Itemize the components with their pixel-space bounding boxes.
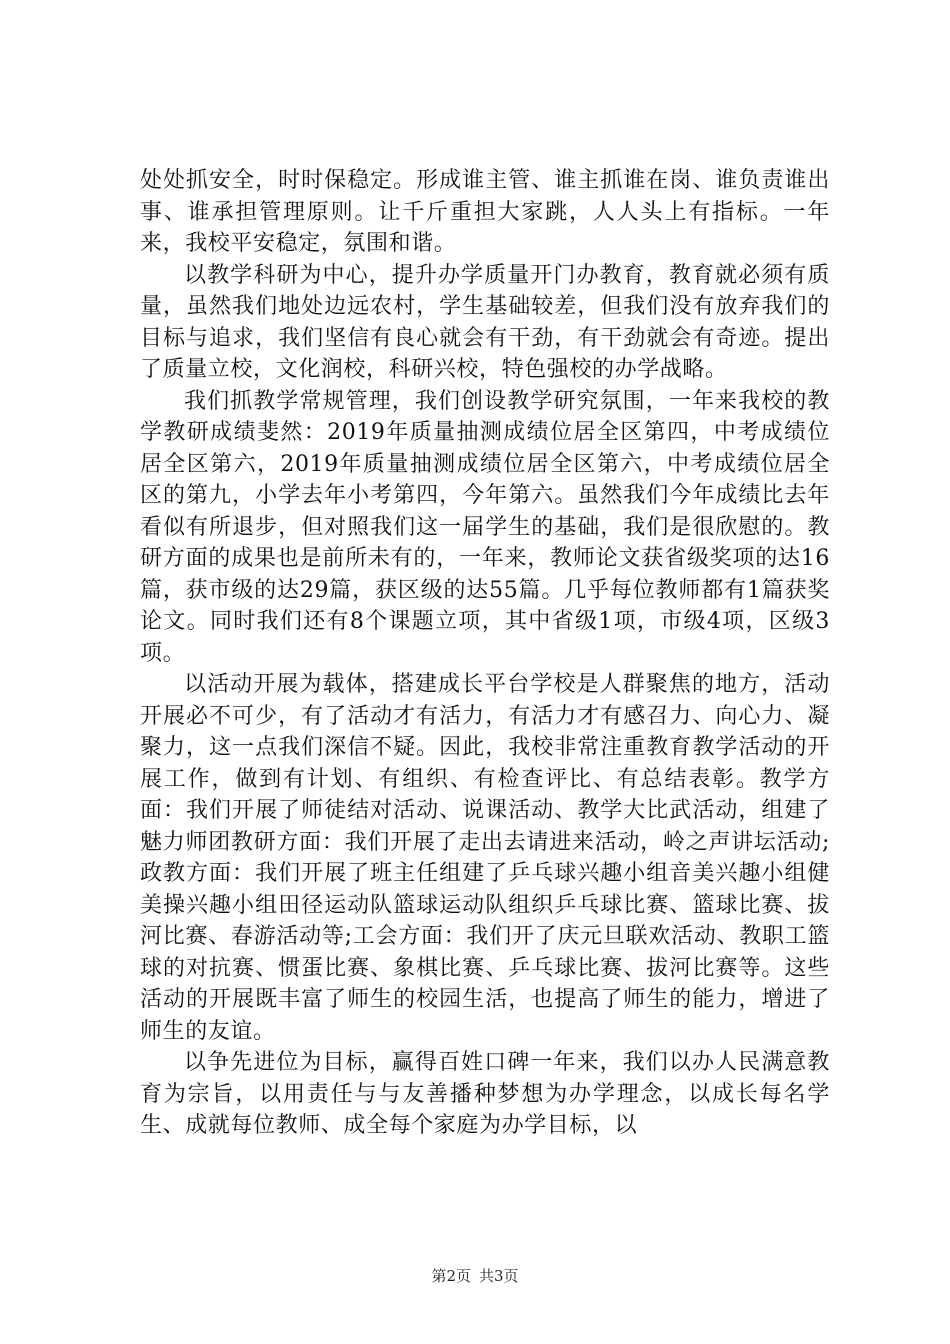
total-pages: 共3页 [479,1267,519,1285]
body-text [140,165,830,1142]
page-footer [0,1265,950,1286]
paragraph-2: 以教学科研为中心，提升办学质量开门办教育，教育就必须有质量，虽然我们地处边远农村，学生基础较差，但我们没有放弃我们的目标与追求，我们坚信有良心就会有干劲，有干劲就会有奇迹。提出了质量立校，文化润校，科研兴校，特色强校的办学战略。 [140,262,830,382]
paragraph-3: 我们抓教学常规管理，我们创设教学研究氛围，一年来我校的教学教研成绩斐然：2019年质量抽测成绩位居全区第四，中考成绩位居全区第六，2019年质量抽测成绩位居全区第六，中考成绩位居全区的第九，小学去年小考第四，今年第六。虽然我们今年成绩比去年看似有所退步，但对照我们这一届学生的基础，我们是很欣慰的。教研方面的成果也是前所未有的，一年来，教师论文获省级奖项的达16篇，获市级的达29篇，获区级的达55篇。几乎每位教师都有1篇获奖论文。同时我们还有8个课题立项，其中省级1项，市级4项，区级3项。 [140,388,830,666]
paragraph-4: 以活动开展为载体，搭建成长平台学校是人群聚焦的地方，活动开展必不可少，有了活动才有活力，有活力才有感召力、向心力、凝聚力，这一点我们深信不疑。因此，我校非常注重教育教学活动的开展工作，做到有计划、有组织、有检查评比、有总结表彰。教学方面：我们开展了师徒结对活动、说课活动、教学大比武活动，组建了魅力师团教研方面：我们开展了走出去请进来活动，岭之声讲坛活动;政教方面：我们开展了班主任组建了乒乓球兴趣小组音美兴趣小组健美操兴趣小组田径运动队篮球运动队组织乒乓球比赛、篮球比赛、拔河比赛、春游活动等;工会方面：我们开了庆元旦联欢活动、教职工篮球的对抗赛、惯蛋比赛、象棋比赛、乒乓球比赛、拔河比赛等。这些活动的开展既丰富了师生的校园生活，也提高了师生的能力，增进了师生的友谊。 [140,672,830,1044]
paragraph-5: 以争先进位为目标，赢得百姓口碑一年来，我们以办人民满意教育为宗旨，以用责任与与友善播种梦想为办学理念，以成长每名学生、成就每位教师、成全每个家庭为办学目标，以 [140,1050,830,1138]
paragraph-1: 处处抓安全，时时保稳定。形成谁主管、谁主抓谁在岗、谁负责谁出事、谁承担管理原则。让千斤重担大家跳，人人头上有指标。一年来，我校平安稳定，氛围和谐。 [140,168,830,256]
page-number: 第2页 [431,1267,471,1285]
